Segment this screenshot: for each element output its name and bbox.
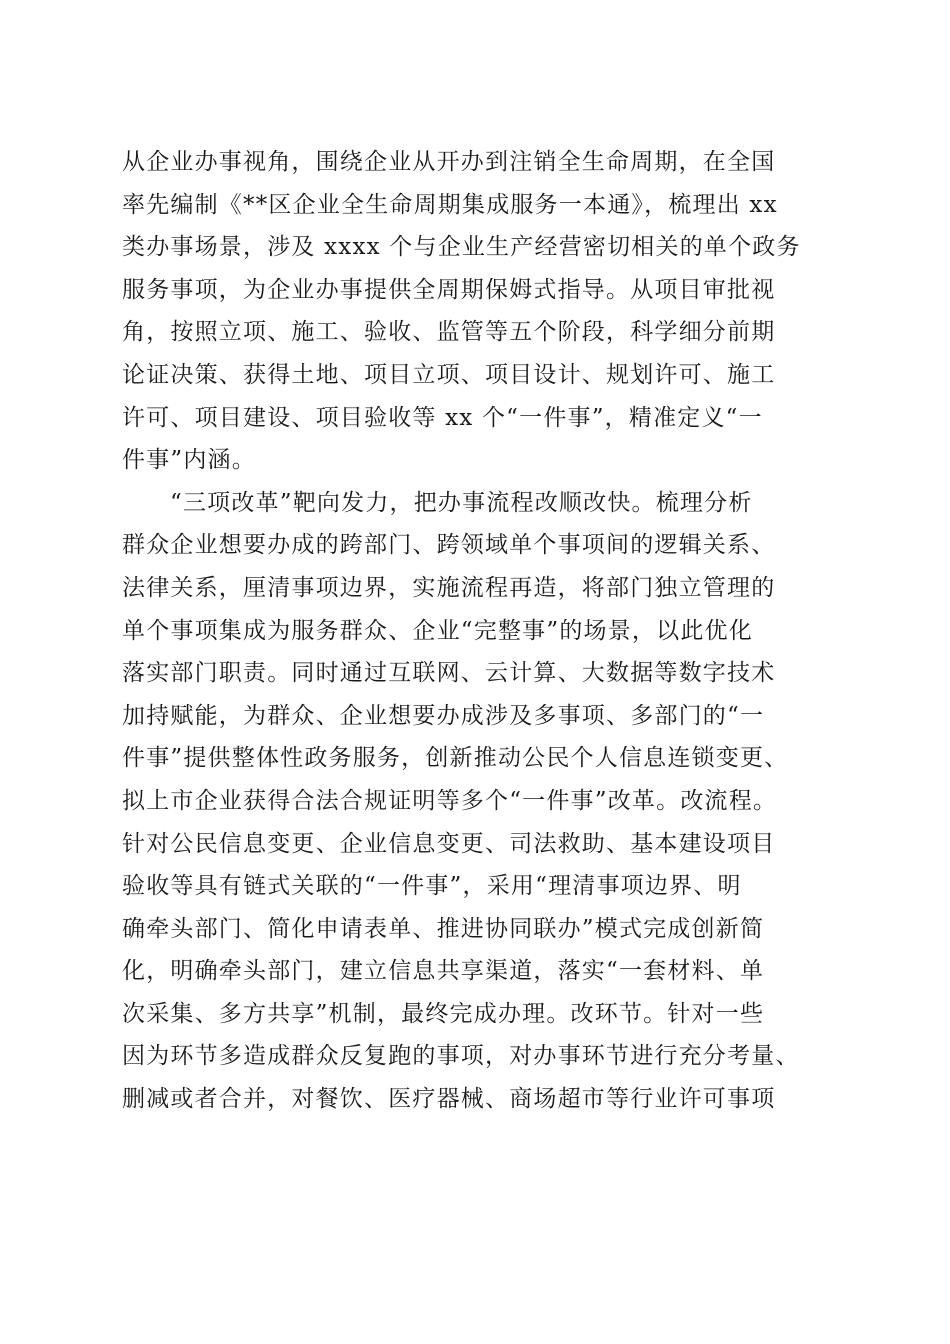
text-line: 论证决策、获得土地、项目立项、项目设计、规划许可、施工 — [122, 361, 776, 388]
text-line: 针对公民信息变更、企业信息变更、司法救助、基本建设项目 — [122, 830, 776, 857]
text-line: 拟上市企业获得合法合规证明等多个“一件事”改革。改流程。 — [122, 787, 778, 814]
text-line: 许可、项目建设、项目验收等 xx 个“一件事”，精准定义“一 — [122, 404, 763, 431]
text-line: 单个事项集成为服务群众、企业“完整事”的场景，以此优化 — [122, 617, 753, 644]
text-line: 服务事项，为企业办事提供全周期保姆式指导。从项目审批视 — [122, 276, 776, 303]
text-line: 群众企业想要办成的跨部门、跨领域单个事项间的逻辑关系、 — [122, 532, 776, 559]
text-line: 率先编制《**区企业全生命周期集成服务一本通》，梳理出 xx — [122, 191, 778, 218]
text-line: “三项改革”靶向发力，把办事流程改顺改快。梳理分析 — [170, 489, 753, 516]
text-line: 落实部门职责。同时通过互联网、云计算、大数据等数字技术 — [122, 660, 776, 687]
text-line: 化，明确牵头部门，建立信息共享渠道，落实“一套材料、单 — [122, 958, 765, 985]
text-line: 从企业办事视角，围绕企业从开办到注销全生命周期，在全国 — [122, 149, 776, 175]
text-line: 验收等具有链式关联的“一件事”，采用“理清事项边界、明 — [122, 873, 742, 900]
text-line: 删减或者合并，对餐饮、医疗器械、商场超市等行业许可事项 — [122, 1086, 776, 1113]
text-line: 件事”提供整体性政务服务，创新推动公民个人信息连锁变更、 — [122, 745, 789, 772]
text-line: 件事”内涵。 — [122, 447, 256, 474]
text-line: 次采集、多方共享”机制，最终完成办理。改环节。针对一些 — [122, 1000, 765, 1027]
text-line: 因为环节多造成群众反复跑的事项，对办事环节进行充分考量、 — [122, 1043, 800, 1070]
text-line: 加持赋能，为群众、企业想要办成涉及多事项、多部门的“一 — [122, 702, 765, 729]
text-line: 角，按照立项、施工、验收、监管等五个阶段，科学细分前期 — [122, 319, 776, 346]
text-line: 类办事场景，涉及 xxxx 个与企业生产经营密切相关的单个政务 — [122, 234, 801, 261]
text-line: 法律关系，厘清事项边界，实施流程再造，将部门独立管理的 — [122, 574, 776, 601]
text-line: 确牵头部门、简化申请表单、推进协同联办”模式完成创新简 — [122, 915, 765, 942]
body-text — [122, 141, 842, 1121]
